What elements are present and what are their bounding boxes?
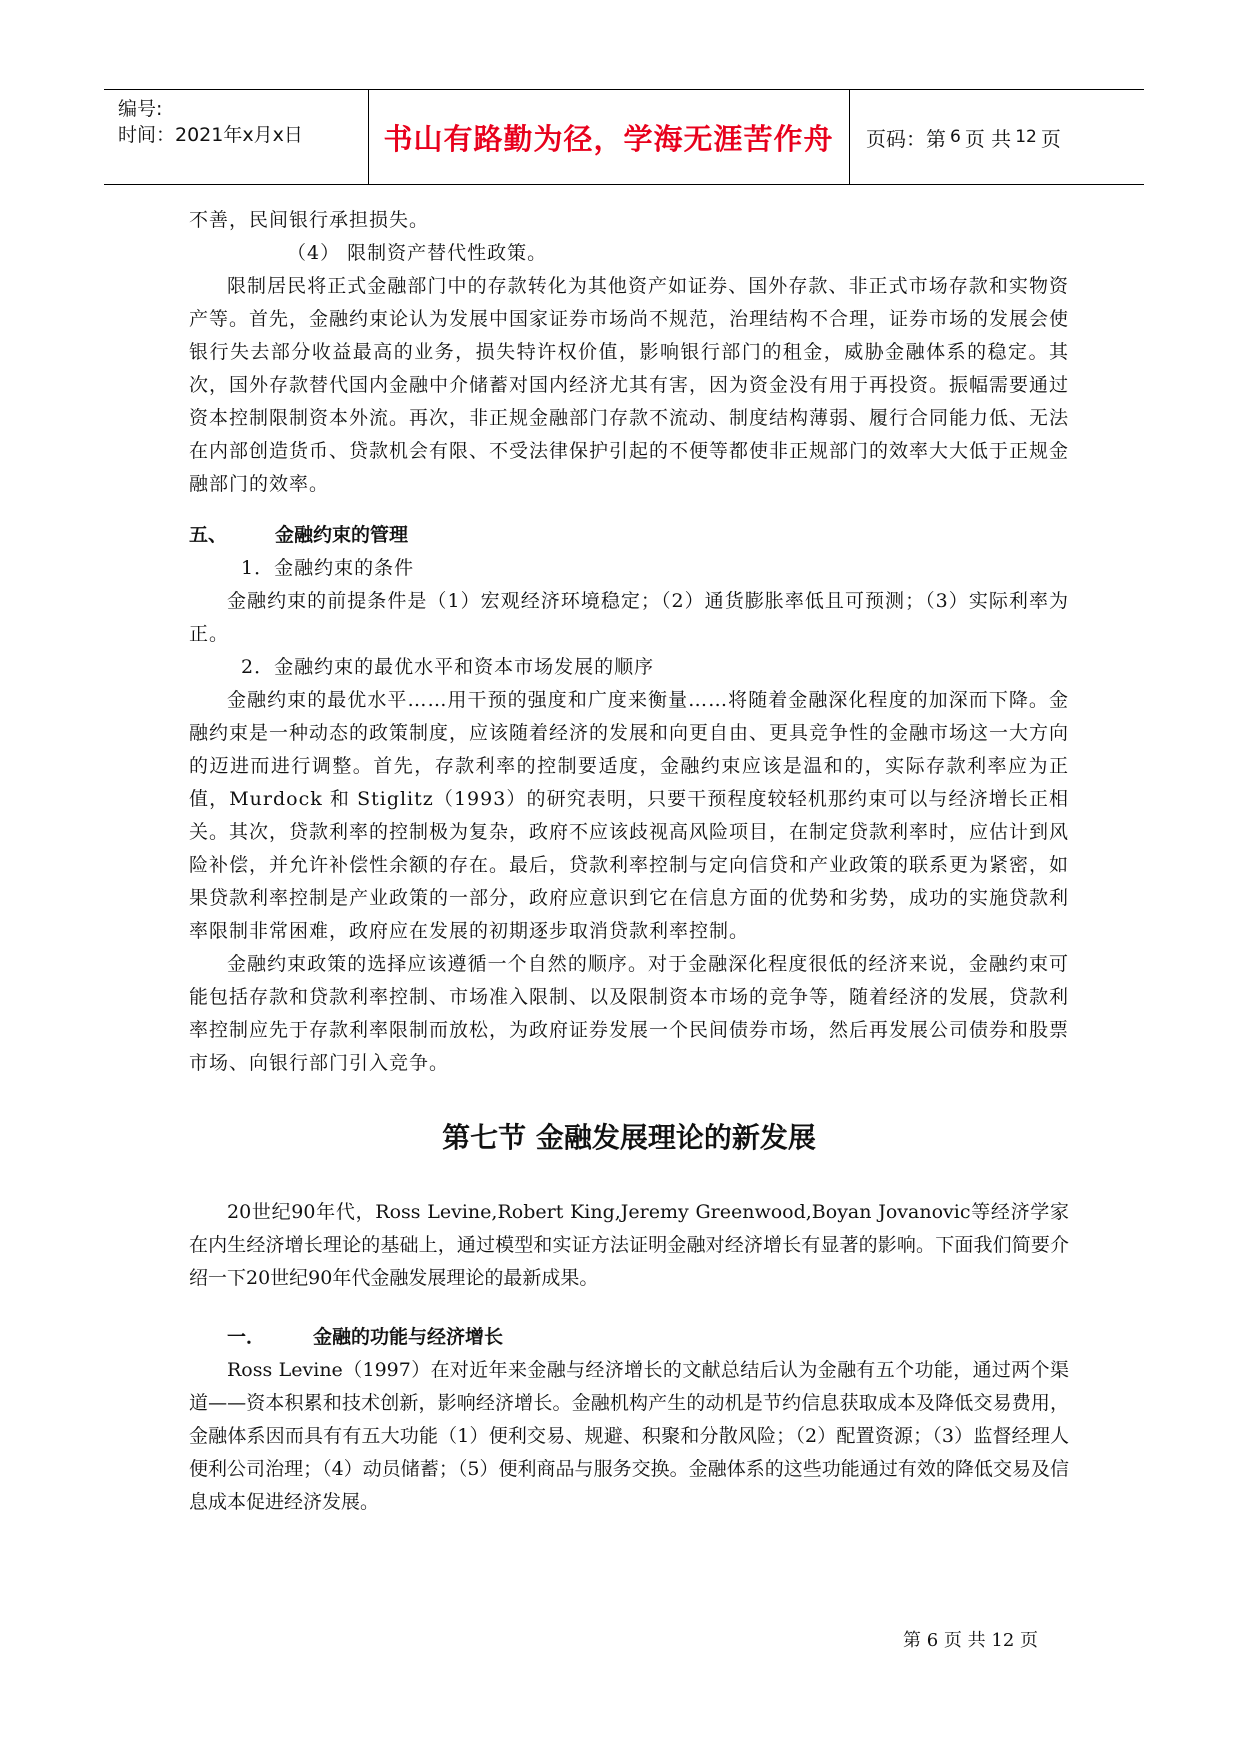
header-motto: 书山有路勤为径，学海无涯苦作舟 (368, 90, 850, 184)
section-number: 一． (227, 1326, 266, 1348)
section-title: 金融约束的管理 (275, 524, 409, 546)
section-number: 五、 (189, 524, 228, 546)
header-meta (104, 90, 369, 184)
section-heading (189, 1321, 1069, 1354)
subsection-heading: 2．金融约束的最优水平和资本市场发展的顺序 (241, 656, 655, 678)
header-page-prefix: 页码：第 (866, 126, 946, 151)
paragraph: 限制居民将正式金融部门中的存款转化为其他资产如证券、国外存款、非正式市场存款和实物资产等。首先，金融约束论认为发展中国家证券市场尚不规范，治理结构不合理，证券市场的发展会使银行失去部分收益最高的业务，损失特许权价值，影响银行部门的租金，威胁金融体系的稳定。其次，国外存款替代国内金融中介储蓄对国内经济尤其有害，因为资金没有用于再投资。振幅需要通过资本控制限制资本外流。再次，非正规金融部门存款不流动、制度结构薄弱、履行合同能力低、无法在内部创造货币、贷款机会有限、不受法律保护引起的不便等都使非正规部门的效率大大低于正规金融部门的效率。 (189, 275, 1070, 495)
paragraph: 金融约束的最优水平……用干预的强度和广度来衡量……将随着金融深化程度的加深而下降。金融约束是一种动态的政策制度，应该随着经济的发展和向更自由、更具竞争性的金融市场这一大方向的迈进而进行调整。首先，存款利率的控制要适度，金融约束应该是温和的，实际存款利率应为正值，Murdock 和 Stiglitz（1993）的研究表明，只要干预程度较轻机那约束可以与经济增长正相关。其次，贷款利率的控制极为复杂，政府不应该歧视高风险项目，在制定贷款利率时，应估计到风险补偿，并允许补偿性余额的存在。最后，贷款利率控制与定向信贷和产业政策的联系更为紧密，如果贷款利率控制是产业政策的一部分，政府应意识到它在信息方面的优势和劣势，成功的实施贷款利率限制非常困难，政府应在发展的初期逐步取消贷款利率控制。 (189, 689, 1070, 942)
page-header (104, 89, 1144, 185)
header-page-current: 6 (950, 127, 961, 147)
header-page-info (850, 90, 1144, 184)
section-title: 金融的功能与经济增长 (313, 1326, 504, 1348)
paragraph: 金融约束政策的选择应该遵循一个自然的顺序。对于金融深化程度很低的经济来说，金融约束可能包括存款和贷款利率控制、市场准入限制、以及限制资本市场的竞争等，随着经济的发展，贷款利率控制应先于存款利率限制而放松，为政府证券发展一个民间债券市场，然后再发展公司债券和股票市场、向银行部门引入竞争。 (189, 953, 1070, 1074)
header-number-label: 编号: (118, 98, 163, 120)
section-heading (189, 519, 1069, 552)
footer-page-current: 6 (926, 1630, 939, 1651)
subsection-heading: 1．金融约束的条件 (241, 557, 415, 579)
footer-page-total: 12 (991, 1630, 1015, 1651)
footer-suffix: 页 (1020, 1630, 1039, 1651)
page-footer (903, 1626, 1038, 1652)
header-page-total: 12 (1015, 127, 1037, 147)
list-item-heading: （4） 限制资产替代性政策。 (287, 242, 548, 264)
paragraph: Ross Levine（1997）在对近年来金融与经济增长的文献总结后认为金融有五个功能，通过两个渠道——资本积累和技术创新，影响经济增长。金融机构产生的动机是节约信息获取成本及降低交易费用，金融体系因而具有有五大功能（1）便利交易、规避、积聚和分散风险；（2）配置资源；（3）监督经理人便利公司治理；（4）动员储蓄；（5）便利商品与服务交换。金融体系的这些功能通过有效的降低交易及信息成本促进经济发展。 (189, 1359, 1069, 1513)
footer-prefix: 第 (903, 1630, 921, 1651)
footer-mid: 页 共 (943, 1630, 986, 1651)
chapter-title: 第七节 金融发展理论的新发展 (442, 1121, 816, 1154)
header-page-suffix: 页 (1040, 126, 1061, 151)
paragraph: 金融约束的前提条件是（1）宏观经济环境稳定；（2）通货膨胀率低且可预测；（3）实际利率为正。 (189, 590, 1069, 645)
document-body (189, 204, 1069, 1519)
header-page-mid: 页 共 (964, 126, 1012, 151)
paragraph: 不善，民间银行承担损失。 (189, 209, 430, 231)
header-time-label: 时间：2021年x月x日 (118, 124, 303, 146)
paragraph: 20世纪90年代，Ross Levine,Robert King,Jeremy Greenwood,Boyan Jovanovic等经济学家在内生经济增长理论的基础上，通过模型和实证方法证明金融对经济增长有显著的影响。下面我们简要介绍一下20世纪90年代金融发展理论的最新成果。 (189, 1201, 1069, 1289)
